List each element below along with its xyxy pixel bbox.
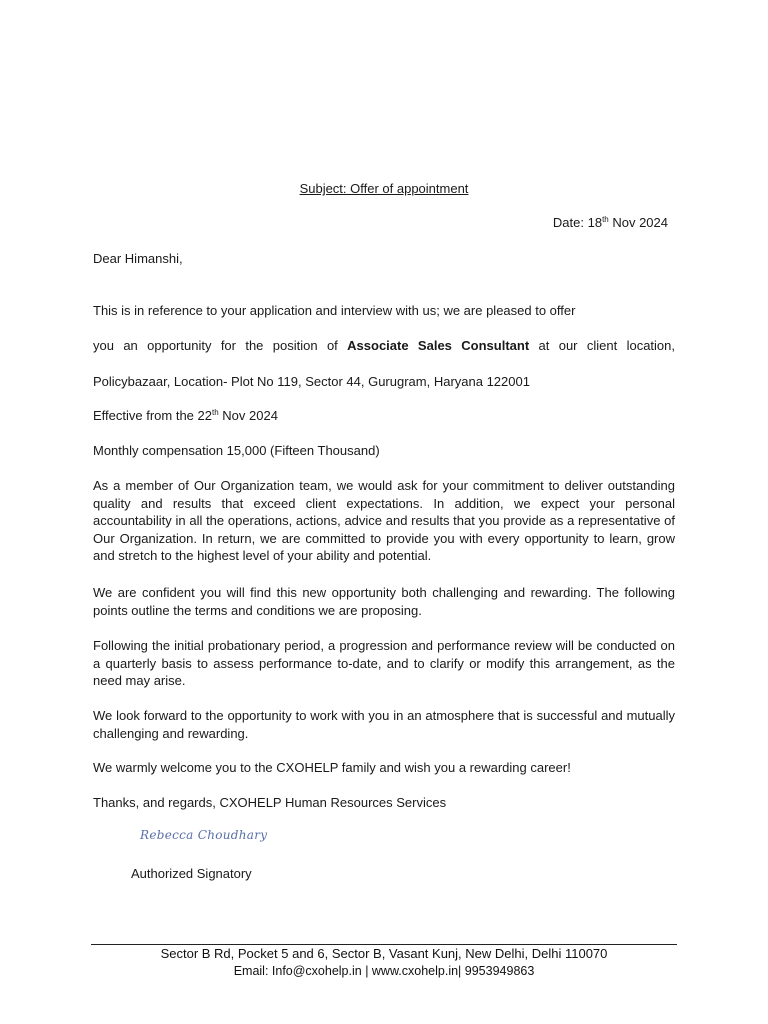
- closing-line: Thanks, and regards, CXOHELP Human Resources Services: [93, 795, 447, 810]
- effective-suffix: Nov 2024: [218, 408, 278, 423]
- intro-line-2-end: at our client location,: [538, 338, 675, 353]
- footer-address: Sector B Rd, Pocket 5 and 6, Sector B, Vasant Kunj, New Delhi, Delhi 110070: [160, 946, 608, 961]
- effective-date-line: [93, 407, 278, 424]
- compensation-line: Monthly compensation 15,000 (Fifteen Thousand): [93, 443, 380, 458]
- signatory-title: Authorized Signatory: [131, 866, 252, 881]
- paragraph-confident: We are confident you will find this new opportunity both challenging and rewarding. The following points outline the terms and conditions we are proposing.: [93, 585, 675, 618]
- intro-line-1: This is in reference to your application and interview with us; we are pleased to offer: [93, 303, 576, 318]
- salutation: Dear Himanshi,: [93, 251, 183, 266]
- paragraph-commitment: As a member of Our Organization team, we would ask for your commitment to deliver outstanding quality and results that exceed client expectations. In addition, we expect your personal accountability in all the operations, actions, advice and results that you provide as a representative of Our Organization. In return, we are committed to provide you with every opportunity to learn, grow and stretch to the highest level of your ability and potential.: [93, 478, 675, 564]
- letter-date: [553, 214, 668, 231]
- paragraph-look-forward: We look forward to the opportunity to work with you in an atmosphere that is successful and mutually challenging and rewarding.: [93, 708, 675, 741]
- intro-line-2-start: you an opportunity for the position of: [93, 338, 338, 353]
- welcome-line: We warmly welcome you to the CXOHELP family and wish you a rewarding career!: [93, 760, 571, 775]
- intro-line-2: [93, 337, 675, 354]
- location-line: Policybazaar, Location- Plot No 119, Sector 44, Gurugram, Haryana 122001: [93, 374, 530, 389]
- position-title: Associate Sales Consultant: [347, 338, 530, 353]
- subject-line: Subject: Offer of appointment: [299, 181, 469, 196]
- handwritten-signature: Rebecca Choudhary: [140, 828, 268, 842]
- date-superscript: th: [602, 215, 609, 224]
- paragraph-probation: Following the initial probationary period, a progression and performance review will be conducted on a quarterly basis to assess performance to-date, and to clarify or modify this arrangement, as the need may arise.: [93, 638, 675, 689]
- effective-superscript: th: [212, 408, 219, 417]
- effective-prefix: Effective from the 22: [93, 408, 212, 423]
- footer-contact: Email: Info@cxohelp.in | www.cxohelp.in| 9953949863: [233, 964, 535, 978]
- date-suffix: Nov 2024: [608, 215, 668, 230]
- date-prefix: Date: 18: [552, 215, 603, 230]
